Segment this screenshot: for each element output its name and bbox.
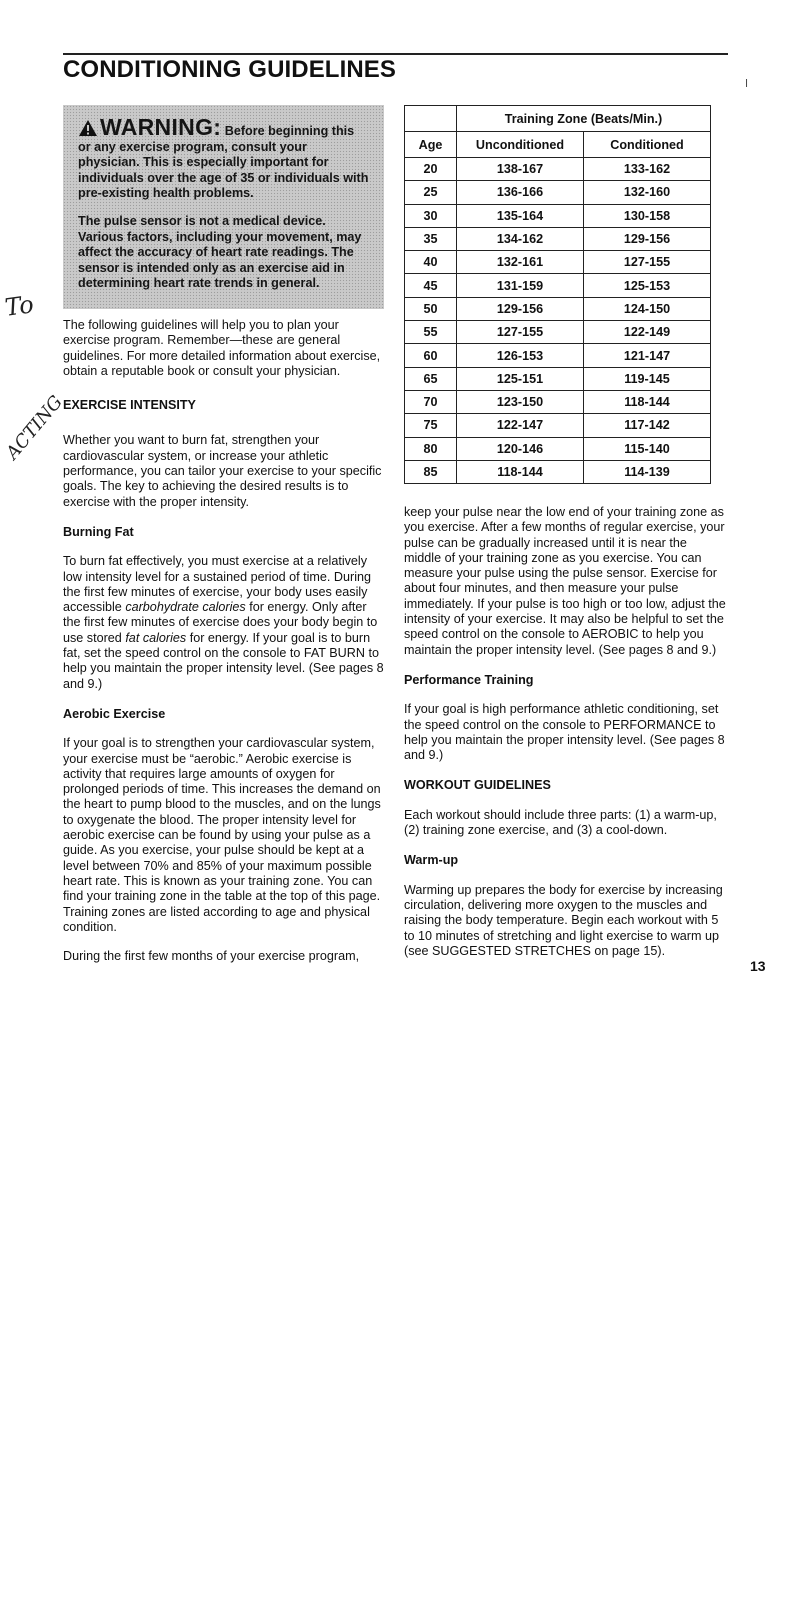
unconditioned-cell: 135-164 bbox=[457, 204, 584, 227]
page-title: CONDITIONING GUIDELINES bbox=[63, 56, 396, 83]
table-header-row-2 bbox=[405, 132, 711, 158]
corner-mark: ꞁ bbox=[745, 76, 749, 88]
table-row bbox=[405, 204, 711, 227]
age-cell: 50 bbox=[405, 297, 457, 320]
left-column bbox=[63, 318, 385, 964]
table-row bbox=[405, 437, 711, 460]
table-header-unconditioned: Unconditioned bbox=[457, 132, 584, 158]
conditioned-cell: 129-156 bbox=[584, 227, 711, 250]
table-row bbox=[405, 227, 711, 250]
warning-word: WARNING: bbox=[100, 114, 222, 140]
conditioned-cell: 132-160 bbox=[584, 181, 711, 204]
conditioned-cell: 119-145 bbox=[584, 367, 711, 390]
unconditioned-cell: 118-144 bbox=[457, 460, 584, 483]
conditioned-cell: 124-150 bbox=[584, 297, 711, 320]
handwritten-note-to: To bbox=[3, 290, 36, 322]
table-row bbox=[405, 158, 711, 181]
age-cell: 40 bbox=[405, 251, 457, 274]
table-group-header: Training Zone (Beats/Min.) bbox=[457, 106, 711, 132]
unconditioned-cell: 136-166 bbox=[457, 181, 584, 204]
carbohydrate-calories-emphasis: carbohydrate calories bbox=[125, 600, 246, 615]
age-cell: 30 bbox=[405, 204, 457, 227]
workout-paragraph: Each workout should include three parts: (1) a warm-up, (2) training zone exercise, and (3) a cool-down. bbox=[404, 807, 717, 838]
conditioned-cell: 114-139 bbox=[584, 460, 711, 483]
conditioned-cell: 118-144 bbox=[584, 390, 711, 413]
table-header-blank bbox=[405, 106, 457, 132]
warning-lead: Before beginning bbox=[224, 124, 329, 138]
age-cell: 60 bbox=[405, 344, 457, 367]
table-row bbox=[405, 390, 711, 413]
table-row bbox=[405, 460, 711, 483]
exercise-intensity-paragraph: Whether you want to burn fat, strengthen your cardiovascular system, or increase your athletic performance, you can tailor your exercise to your specific goals. The key to achieving the desired results is to exercise with the proper intensity. bbox=[63, 433, 382, 509]
unconditioned-cell: 125-151 bbox=[457, 367, 584, 390]
unconditioned-cell: 122-147 bbox=[457, 414, 584, 437]
page-number: 13 bbox=[750, 958, 766, 974]
age-cell: 20 bbox=[405, 158, 457, 181]
age-cell: 65 bbox=[405, 367, 457, 390]
table-header-age: Age bbox=[405, 132, 457, 158]
conditioned-cell: 117-142 bbox=[584, 414, 711, 437]
conditioned-cell: 122-149 bbox=[584, 321, 711, 344]
conditioned-cell: 121-147 bbox=[584, 344, 711, 367]
unconditioned-cell: 132-161 bbox=[457, 251, 584, 274]
conditioned-cell: 125-153 bbox=[584, 274, 711, 297]
age-cell: 55 bbox=[405, 321, 457, 344]
unconditioned-cell: 138-167 bbox=[457, 158, 584, 181]
unconditioned-cell: 127-155 bbox=[457, 321, 584, 344]
unconditioned-cell: 129-156 bbox=[457, 297, 584, 320]
aerobic-paragraph-2: During the first few months of your exercise program, bbox=[63, 949, 360, 964]
unconditioned-cell: 126-153 bbox=[457, 344, 584, 367]
table-row bbox=[405, 344, 711, 367]
table-row bbox=[405, 414, 711, 437]
handwritten-note-acting: ACTING bbox=[2, 391, 67, 464]
unconditioned-cell: 134-162 bbox=[457, 227, 584, 250]
table-header-conditioned: Conditioned bbox=[584, 132, 711, 158]
unconditioned-cell: 131-159 bbox=[457, 274, 584, 297]
conditioned-cell: 133-162 bbox=[584, 158, 711, 181]
performance-paragraph: If your goal is high performance athletic conditioning, set the speed control on the console to PERFORMANCE to help you maintain the proper intensity level. (See pages 8 and 9.) bbox=[404, 702, 725, 763]
aerobic-paragraph: If your goal is to strengthen your cardiovascular system, your exercise must be “aerobic.” Aerobic exercise is activity that requires large amounts of oxygen for prolonged periods of time. This increases the demand on the heart to pump blood to the muscles, and on the lungs to oxygenate the blood. The proper intensity level for aerobic exercise can be found by using your pulse as a guide. As you exercise, your pulse should be kept at a level between 70% and 85% of your maximum possible heart rate. This is known as your training zone. You can find your training zone in the table at the top of this page. Training zones are listed according to age and physical condition. bbox=[63, 736, 381, 934]
unconditioned-cell: 123-150 bbox=[457, 390, 584, 413]
table-row bbox=[405, 321, 711, 344]
warm-up-paragraph: Warming up prepares the body for exercise by increasing circulation, delivering more oxygen to the muscles and raising the body temperature. Begin each workout with 5 to 10 minutes of stretching and light exercise to warm up (see SUGGESTED STRETCHES on page 15). bbox=[404, 882, 723, 958]
burning-fat-paragraph bbox=[63, 554, 385, 692]
table-row bbox=[405, 367, 711, 390]
age-cell: 85 bbox=[405, 460, 457, 483]
age-cell: 80 bbox=[405, 437, 457, 460]
burning-fat-heading: Burning Fat bbox=[63, 524, 134, 539]
conditioned-cell: 127-155 bbox=[584, 251, 711, 274]
warning-paragraph-2: The pulse sensor is not a medical device. Various factors, including your movement, may affect the accuracy of heart rate readings. The sensor is intended only as an exercise aid in determining heart rate trends in general. bbox=[78, 213, 362, 291]
table-header-row-1 bbox=[405, 106, 711, 132]
burning-fat-text-c: for energy. If your goal is to burn fat, set the speed control on the console to FAT BURN to help you maintain the proper intensity level. (See pages 8 and 9.) bbox=[63, 630, 384, 691]
workout-guidelines-heading: WORKOUT GUIDELINES bbox=[404, 778, 551, 793]
conditioned-cell: 115-140 bbox=[584, 437, 711, 460]
conditioned-cell: 130-158 bbox=[584, 204, 711, 227]
warning-box bbox=[63, 105, 384, 309]
age-cell: 70 bbox=[405, 390, 457, 413]
table-row bbox=[405, 274, 711, 297]
intro-paragraph: The following guidelines will help you to plan your exercise program. Remember—these are general guidelines. For more detailed information about exercise, obtain a reputable book or consult your physician. bbox=[63, 318, 381, 378]
warning-paragraph-1 bbox=[78, 114, 370, 202]
age-cell: 75 bbox=[405, 414, 457, 437]
warning-triangle-icon bbox=[78, 119, 98, 137]
top-rule bbox=[63, 53, 728, 55]
table-row bbox=[405, 251, 711, 274]
performance-training-heading: Performance Training bbox=[404, 672, 534, 687]
fat-calories-emphasis: fat calories bbox=[125, 630, 187, 645]
age-cell: 35 bbox=[405, 227, 457, 250]
unconditioned-cell: 120-146 bbox=[457, 437, 584, 460]
age-cell: 45 bbox=[405, 274, 457, 297]
age-cell: 25 bbox=[405, 181, 457, 204]
right-column bbox=[404, 505, 726, 959]
training-zone-table bbox=[404, 105, 711, 484]
burning-fat-text-a: To burn fat effectively, you must exercise at a relatively low intensity level for a sustained period of time. During the first few minutes of exercise, your body uses easily accessible bbox=[63, 554, 371, 615]
burning-fat-text-b: for energy. Only after the first few minutes of exercise does your body begin to use stored bbox=[63, 600, 378, 645]
continuation-paragraph: keep your pulse near the low end of your training zone as you exercise. After a few months of regular exercise, your pulse can be gradually increased until it is near the middle of your training zone as you exercise. You can measure your pulse using the pulse sensor. Exercise for about four minutes, and then measure your pulse immediately. If your pulse is too high or too low, adjust the intensity of your exercise. It may also be helpful to set the speed control on the console to AEROBIC to help you maintain the proper intensity level. (See pages 8 and 9.) bbox=[404, 505, 726, 657]
table-row bbox=[405, 181, 711, 204]
warm-up-heading: Warm-up bbox=[404, 853, 459, 868]
exercise-intensity-heading: EXERCISE INTENSITY bbox=[63, 398, 196, 413]
warning-text-1: this or any exercise program, consult your physician. This is especially important for individuals over the age of 35 or individuals with pre-existing health problems. bbox=[78, 124, 369, 201]
table-row bbox=[405, 297, 711, 320]
aerobic-exercise-heading: Aerobic Exercise bbox=[63, 706, 166, 721]
